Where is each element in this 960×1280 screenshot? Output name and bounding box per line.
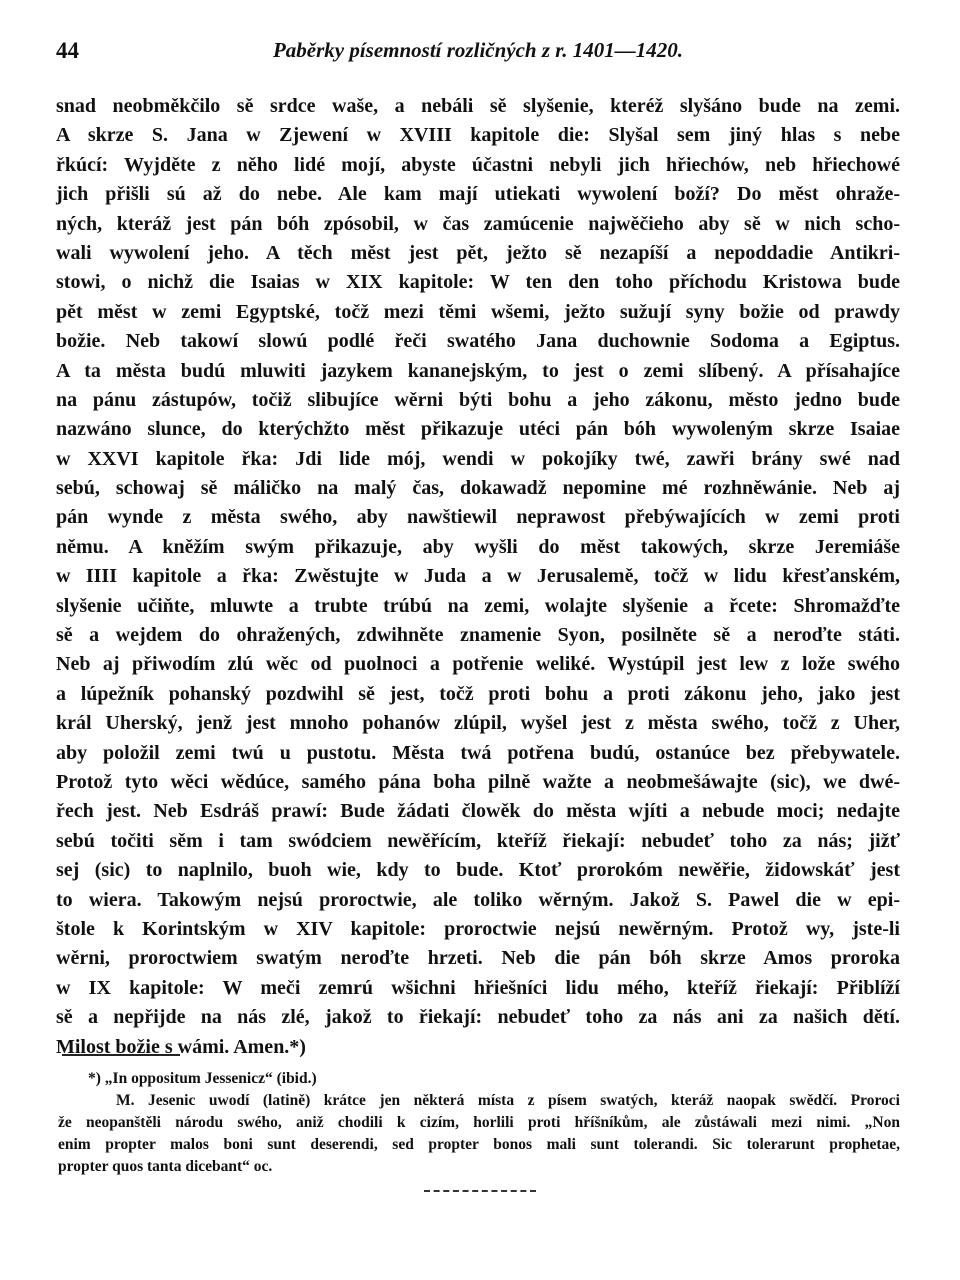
main-text: [56, 92, 900, 1062]
footnotes: [58, 1068, 900, 1178]
footnote-line: M. Jesenic uwodí (latině) krátce jen některá místa z písem swatých, kteráž naopak swědčí. Proroci: [116, 1092, 900, 1109]
text-line: Neb aj přiwodím zlú wěc od puolnoci a potřenie weliké. Wystúpil jest lew z lože swého: [56, 653, 900, 676]
text-line: w IIII kapitole a řka: Zwěstujte w Juda a w Jerusalemě, točž w lidu křesťanském,: [56, 565, 900, 588]
text-line: a lúpežník pohanský pozdwihl sě jest, točž proti bohu a proti zákonu jeho, jako jest: [56, 682, 900, 705]
text-line: stowi, o nichž die Isaias w XIX kapitole: W ten den toho příchodu Kristowa bude: [56, 271, 900, 294]
text-line: němu. A kněžím swým přikazuje, aby wyšli do měst takowých, skrze Jeremiáše: [56, 535, 900, 558]
text-line: A ta města budú mluwiti jazykem kananejským, to jest o zemi slíbený. A přísahajíce: [56, 359, 900, 382]
text-line: na pánu zástupów, točiž slibujíce wěrni býti bohu a jeho zákonu, město jedno bude: [56, 388, 900, 411]
footnote-line: propter quos tanta dicebant“ oc.: [58, 1158, 273, 1175]
text-line: sě a wejdem do ohražených, zdwihněte znamenie Syon, posilněte sě a neroďte státi.: [56, 624, 900, 647]
page-header: [56, 38, 900, 74]
text-line: sě a nepřijde na nás zlé, jakož to řiekají: nebudeť toho za nás ani za našich dětí.: [56, 1006, 900, 1029]
text-line: božie. Neb takowí slowú podlé řeči swatého Jana duchownie Sodoma a Egiptus.: [56, 330, 900, 353]
page-number: 44: [56, 38, 79, 63]
text-line: pět měst w zemi Egyptské, točž mezi těmi wšemi, ježto sužují syny božie od prawdy: [56, 300, 900, 323]
text-line: w IX kapitole: W meči zemrú wšichni hřiešníci lidu mého, kteříž řiekají: Přiblíží: [56, 976, 900, 999]
footnote-line: enim propter malos boni sunt deserendi, sed propter bonos mali sunt tolerandi. Sic tolerarunt prophetae,: [58, 1136, 900, 1153]
end-ornament-rule: [424, 1190, 536, 1192]
text-line: Milost božie s wámi. Amen.*): [56, 1035, 306, 1058]
footnote-line: *) „In oppositum Jessenicz“ (ibid.): [88, 1070, 317, 1087]
text-line: sebú točiti sěm i tam swódciem newěřícím, kteříž řiekají: nebudeť toho za nás; jižť: [56, 829, 900, 852]
text-line: nazwáno slunce, do kterýchžto měst přikazuje utéci pán bóh wywoleným skrze Isaiae: [56, 418, 900, 441]
text-line: sebú, schowaj sě máličko na malý čas, dokawadž nepomine mé rozhněwánie. Neb aj: [56, 477, 900, 500]
text-line: sej (sic) to naplnilo, buoh wie, kdy to bude. Ktoť prorokóm newěřie, židowskáť jest: [56, 859, 900, 882]
footnote-separator: [62, 1054, 180, 1056]
text-line: ných, kteráž jest pán bóh zpósobil, w čas zamúcenie najwěčieho aby sě w nich scho-: [56, 212, 900, 235]
text-line: aby položil zemi twú u pustotu. Města twá potřena budú, ostanúce bez přebywatele.: [56, 741, 900, 764]
text-line: řkúcí: Wyjděte z něho lidé mojí, abyste účastni nebyli jich hřiechów, neb hřiechowé: [56, 153, 900, 176]
text-line: slyšenie učiňte, mluwte a trubte trúbú na zemi, wolajte slyšenie a řcete: Shromažďte: [56, 594, 900, 617]
text-line: štole k Korintským w XIV kapitole: proroctwie nejsú newěrným. Protož wy, jste-li: [56, 917, 900, 940]
text-line: wali wywolení jeho. A těch měst jest pět, ježto sě nezapíší a nepoddadie Antikri-: [56, 241, 900, 264]
text-line: to wiera. Takowým nejsú proroctwie, ale toliko wěrným. Jakož S. Pawel die w epi-: [56, 888, 900, 911]
footnote-line: že neopanštěli národu swého, aniž chodili k cizím, horlili proti hříšníkům, ale zůstáwali mezi nimi. „Non: [58, 1114, 900, 1131]
text-line: snad neobměkčilo sě srdce waše, a nebáli sě slyšenie, kteréž slyšáno bude na zemi.: [56, 95, 900, 117]
text-line: jich přišli sú až do nebe. Ale kam mají utiekati wywolení boží? Do měst ohraže-: [56, 183, 900, 206]
text-line: Protož tyto wěci wědúce, samého pána boha pilně wažte a neobmešáwajte (sic), we dwé-: [56, 770, 900, 793]
text-line: pán wynde z města swého, aby nawštiewil neprawost přebýwajících w zemi proti: [56, 506, 900, 529]
text-line: král Uherský, jenž jest mnoho pohanów zlúpil, wyšel jest z města swého, točž z Uher,: [56, 712, 900, 735]
text-line: w XXVI kapitole řka: Jdi lide mój, wendi w pokojíky twé, zawři brány swé nad: [56, 447, 900, 470]
text-line: řech jest. Neb Esdráš prawí: Bude žádati člowěk do města wjíti a nebude moci; nedajte: [56, 800, 900, 823]
running-head: Paběrky písemností rozličných z r. 1401—1420.: [272, 38, 684, 62]
text-line: A skrze S. Jana w Zjewení w XVIII kapitole die: Slyšal sem jiný hlas s nebe: [56, 124, 900, 147]
text-line: wěrni, proroctwiem swatým neroďte hrzeti. Neb die pán bóh skrze Amos proroka: [56, 947, 900, 970]
